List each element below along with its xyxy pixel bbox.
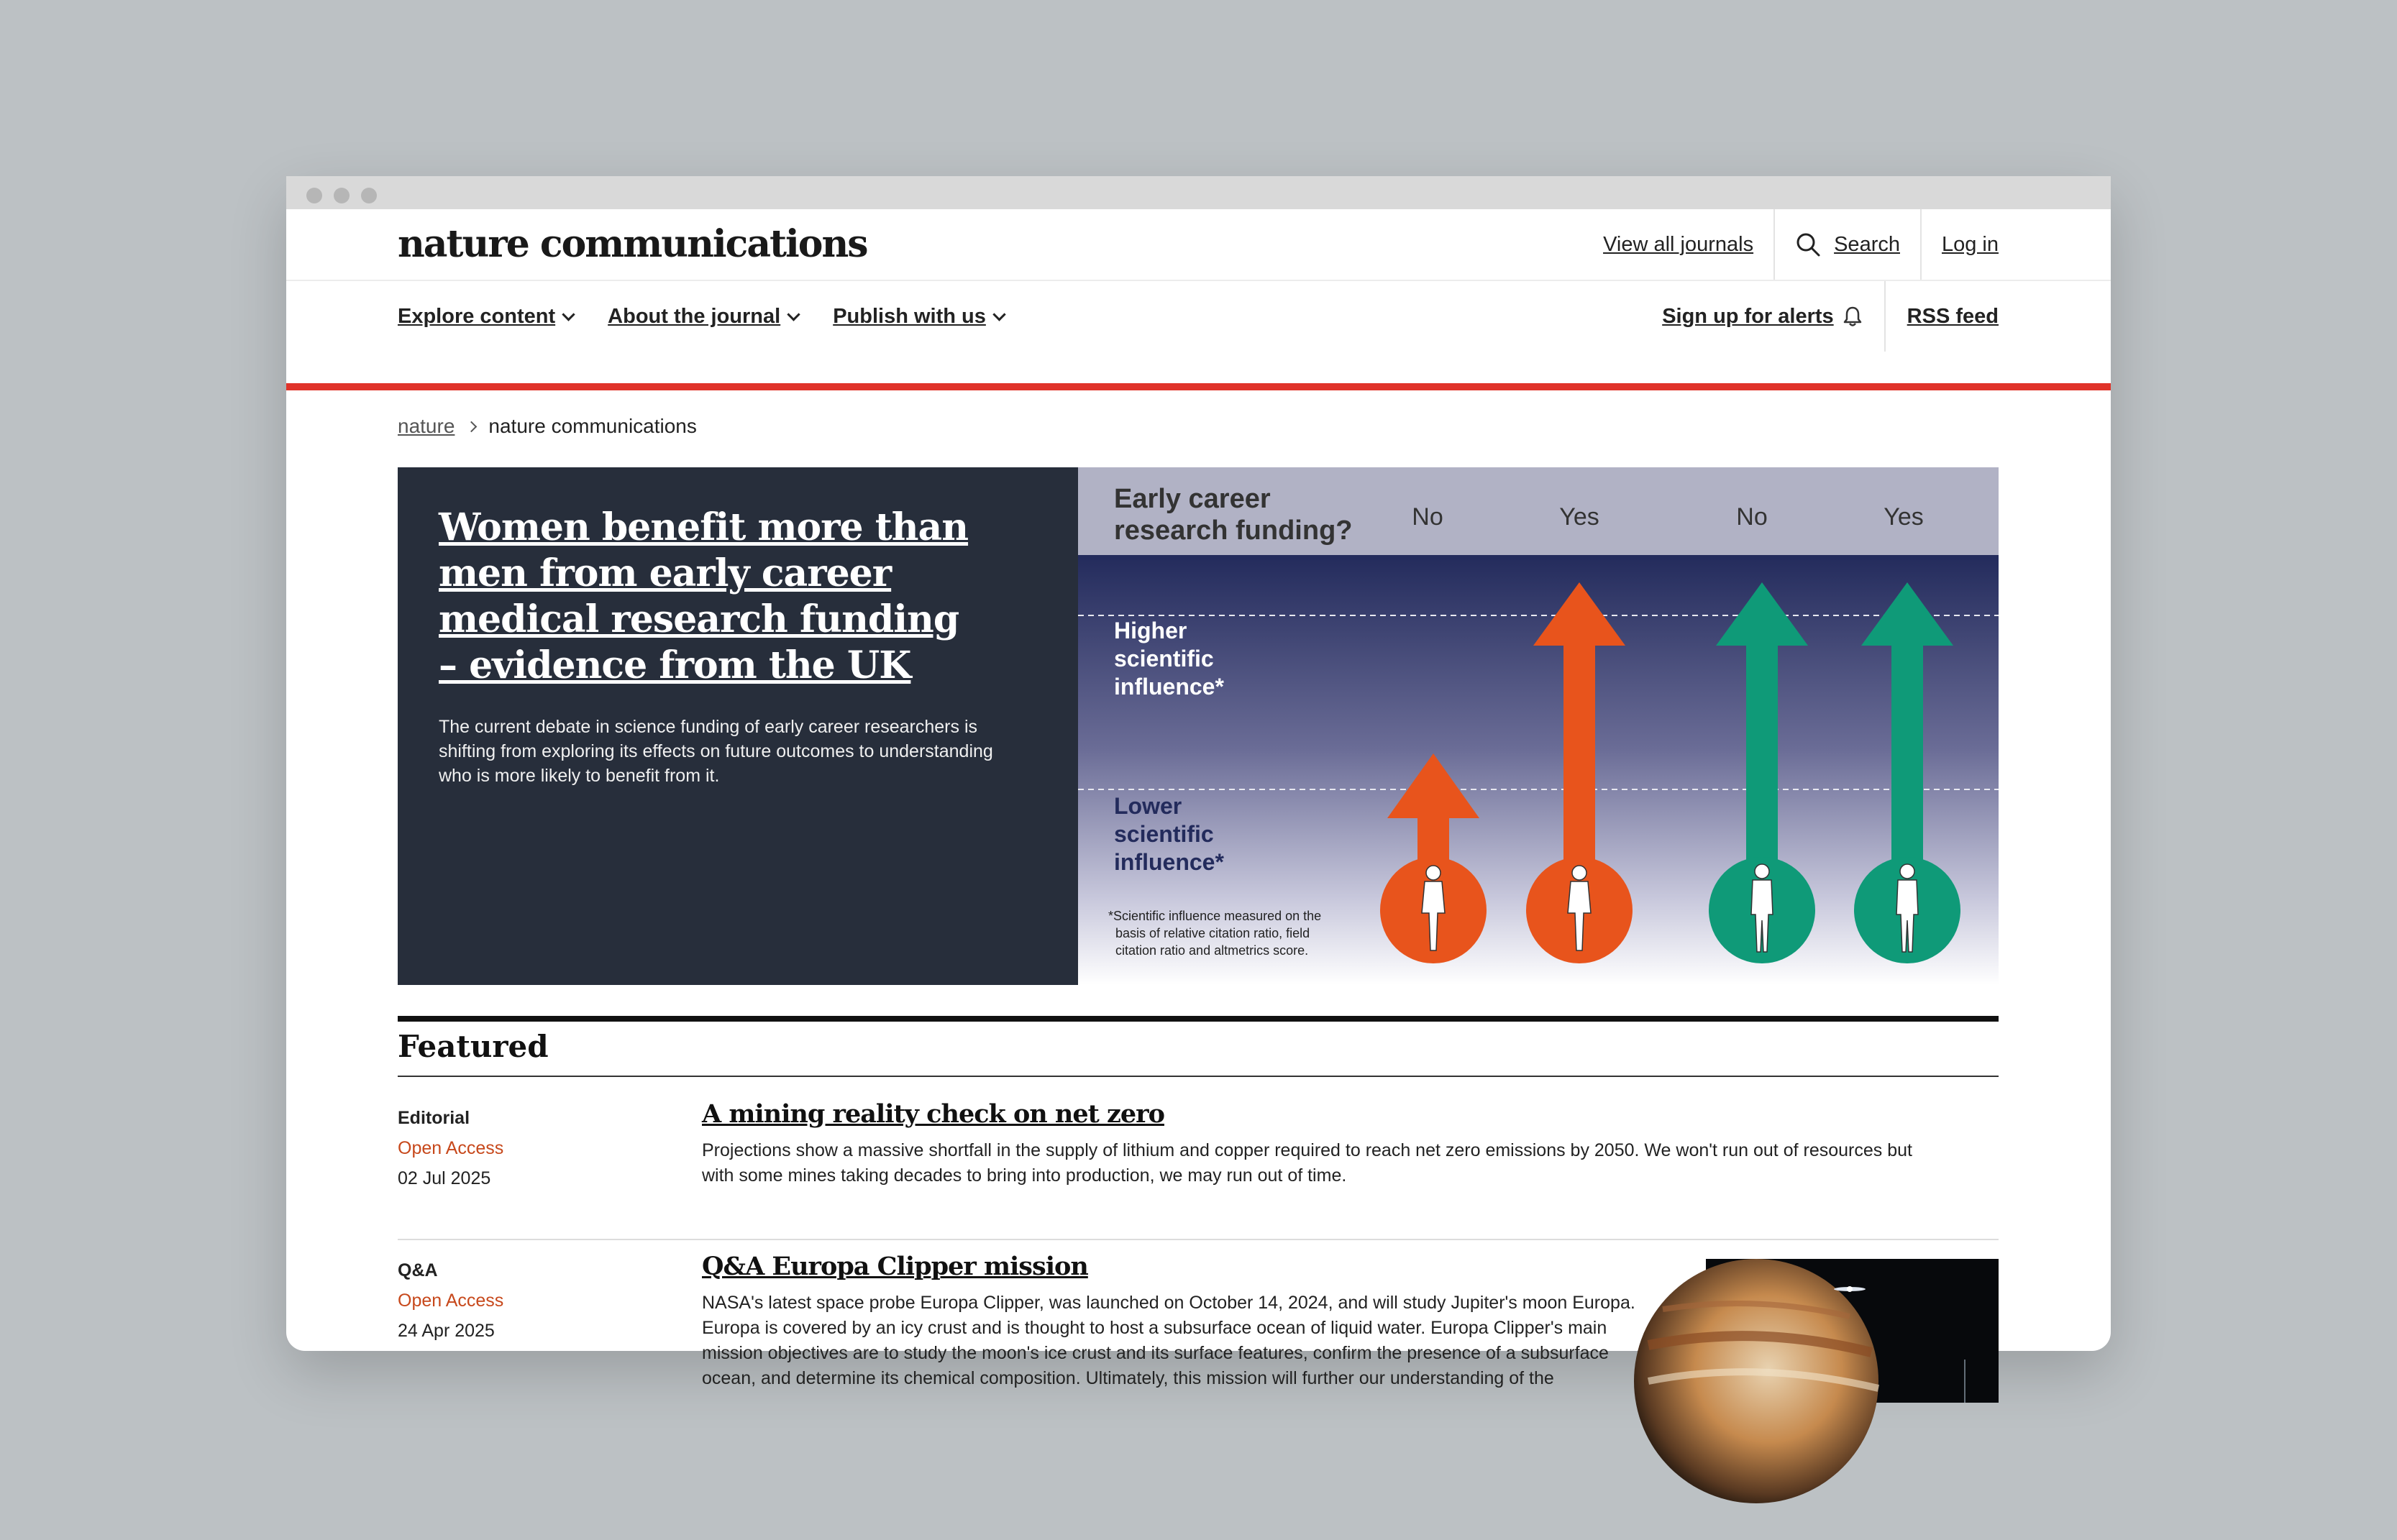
window-minimize-dot[interactable] xyxy=(334,188,350,203)
featured-top-rule xyxy=(398,1016,1999,1022)
nav-explore-content[interactable] xyxy=(398,305,573,329)
lower-label-3: influence* xyxy=(1114,849,1224,875)
hero-infographic[interactable] xyxy=(1078,467,1999,985)
search-icon xyxy=(1795,232,1821,257)
search-label: Search xyxy=(1834,232,1900,256)
page-content xyxy=(398,209,1999,1388)
sign-up-alerts-label: Sign up for alerts xyxy=(1662,304,1834,328)
open-access-badge: Open Access xyxy=(398,1138,504,1158)
hero-text-panel xyxy=(398,467,1078,985)
column-label-women-no: No xyxy=(1412,503,1443,531)
bell-icon xyxy=(1843,306,1863,327)
nav-about-journal-label: About the journal xyxy=(608,304,781,328)
article-description-line: mission objectives are to study the moon's ice crust and its surface features, confirm the presence of a subsurface xyxy=(702,1343,1609,1363)
footnote-line1: *Scientific influence measured on the xyxy=(1108,909,1322,923)
site-logo[interactable]: nature communications xyxy=(398,222,867,266)
view-all-journals-link[interactable]: View all journals xyxy=(1603,232,1754,256)
article-date: 24 Apr 2025 xyxy=(398,1321,495,1341)
hero-description: The current debate in science funding of early career researchers is shifting from exploring its effects on future outcomes to understanding who is more likely to benefit from it. xyxy=(439,717,993,786)
window-maximize-dot[interactable] xyxy=(361,188,377,203)
site-header xyxy=(398,209,1999,280)
featured-rule xyxy=(398,1076,1999,1077)
browser-window xyxy=(286,176,2111,1388)
higher-label-1: Higher xyxy=(1114,618,1187,643)
article-description-line: with some mines taking decades to bring into production, we may run out of time. xyxy=(702,1165,1347,1186)
breadcrumb-current: nature communications xyxy=(488,415,697,437)
figure-question-line2: research funding? xyxy=(1114,515,1353,546)
log-in-link[interactable]: Log in xyxy=(1941,232,1999,256)
article-title-link[interactable]: Q&A Europa Clipper mission xyxy=(702,1252,1088,1281)
featured-heading: Featured xyxy=(398,1029,549,1064)
chevron-down-icon xyxy=(562,308,575,321)
figure-question-line1: Early career xyxy=(1114,484,1271,514)
chevron-down-icon xyxy=(992,308,1005,321)
main-nav xyxy=(398,281,1999,352)
article-date: 02 Jul 2025 xyxy=(398,1168,491,1188)
article-type: Editorial xyxy=(398,1108,470,1128)
article-description xyxy=(702,1138,1912,1188)
jupiter-image xyxy=(1706,1259,1999,1403)
column-label-men-yes: Yes xyxy=(1884,503,1924,531)
article-description xyxy=(702,1291,1658,1391)
breadcrumb-nature-link[interactable]: nature xyxy=(398,415,455,437)
header-links xyxy=(1583,209,1999,280)
article-description-line: ocean, and determine its chemical composition. Ultimately, this mission will further our understanding of the xyxy=(702,1368,1554,1388)
nav-publish-with-us[interactable] xyxy=(833,305,1004,329)
sign-up-alerts-link[interactable] xyxy=(1640,281,1884,352)
article-description-line: Projections show a massive shortfall in the supply of lithium and copper required to reach net zero emissions by 2050. We won't run out of resources but xyxy=(702,1140,1912,1160)
rss-feed-link[interactable]: RSS feed xyxy=(1907,304,1999,328)
nav-explore-content-label: Explore content xyxy=(398,304,556,328)
nav-about-journal[interactable] xyxy=(608,305,798,329)
nav-actions xyxy=(1640,281,1999,352)
infographic-svg xyxy=(1078,467,1999,985)
search-link[interactable] xyxy=(1775,209,1920,280)
column-label-women-yes: Yes xyxy=(1559,503,1599,531)
lower-label-1: Lower xyxy=(1114,793,1182,819)
breadcrumb xyxy=(398,415,697,438)
higher-label-2: scientific xyxy=(1114,646,1214,672)
lower-label-2: scientific xyxy=(1114,821,1214,847)
brand-accent-bar xyxy=(286,383,2111,390)
nav-publish-with-us-label: Publish with us xyxy=(833,304,986,328)
chevron-right-icon xyxy=(466,421,478,432)
article-item xyxy=(398,1099,1999,1216)
nav-menus xyxy=(398,281,1004,352)
footnote-line3: citation ratio and altmetrics score. xyxy=(1115,943,1309,958)
hero-title-link[interactable]: Women benefit more than men from early career medical research funding – evidence from the UK xyxy=(439,505,969,687)
article-title-link[interactable]: A mining reality check on net zero xyxy=(702,1099,1164,1129)
open-access-badge: Open Access xyxy=(398,1291,504,1311)
chevron-down-icon xyxy=(787,308,800,321)
article-divider xyxy=(398,1239,1999,1240)
article-description-line: NASA's latest space probe Europa Clipper, was launched on October 14, 2024, and will study Jupiter's moon Europa. xyxy=(702,1293,1635,1313)
window-close-dot[interactable] xyxy=(306,188,322,203)
column-label-men-no: No xyxy=(1736,503,1768,531)
higher-label-3: influence* xyxy=(1114,674,1224,700)
footnote-line2: basis of relative citation ratio, field xyxy=(1115,926,1310,940)
hero-feature xyxy=(398,467,1999,985)
window-chrome xyxy=(286,176,2111,209)
article-type: Q&A xyxy=(398,1260,438,1280)
article-thumbnail-jupiter[interactable] xyxy=(1706,1259,1999,1403)
article-description-line: Europa is covered by an icy crust and is thought to host a subsurface ocean of liquid water. Europa Clipper's main xyxy=(702,1318,1607,1338)
